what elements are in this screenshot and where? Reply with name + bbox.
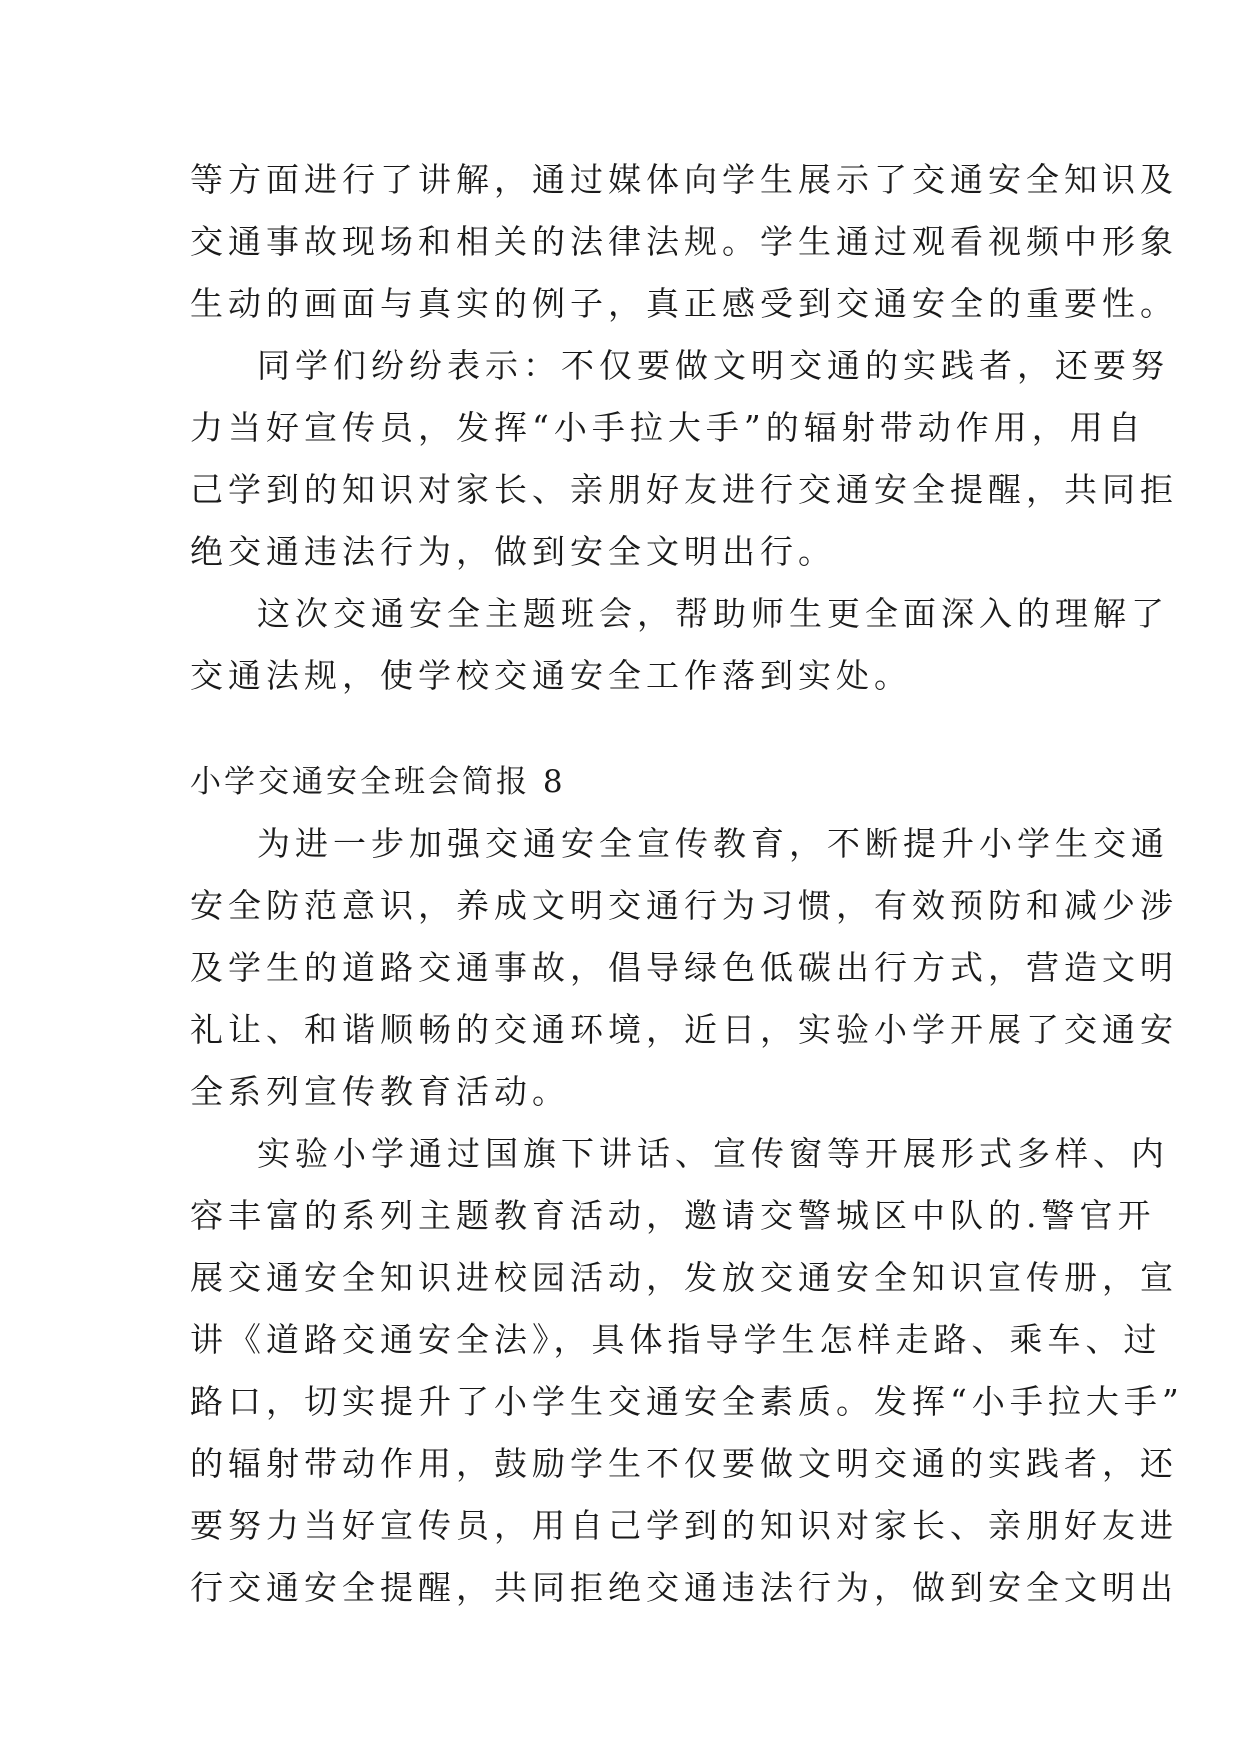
paragraph-line: 讲《道路交通安全法》，具体指导学生怎样走路、乘车、过 <box>190 1320 1162 1359</box>
paragraph-line: 己学到的知识对家长、亲朋好友进行交通安全提醒，共同拒 <box>190 470 1178 509</box>
paragraph-line: 交通法规，使学校交通安全工作落到实处。 <box>190 656 912 695</box>
paragraph-line: 行交通安全提醒，共同拒绝交通违法行为，做到安全文明出 <box>190 1568 1178 1607</box>
paragraph-line: 的辐射带动作用，鼓励学生不仅要做文明交通的实践者，还 <box>190 1444 1178 1483</box>
paragraph-line: 为进一步加强交通安全宣传教育，不断提升小学生交通 <box>257 824 1169 863</box>
paragraph-line: 同学们纷纷表示：不仅要做文明交通的实践者，还要努 <box>257 346 1169 385</box>
paragraph-line: 生动的画面与真实的例子，真正感受到交通安全的重要性。 <box>190 284 1178 323</box>
paragraph-line: 及学生的道路交通事故，倡导绿色低碳出行方式，营造文明 <box>190 948 1178 987</box>
paragraph-line: 绝交通违法行为，做到安全文明出行。 <box>190 532 836 571</box>
paragraph-line: 等方面进行了讲解，通过媒体向学生展示了交通安全知识及 <box>190 160 1178 199</box>
paragraph-line: 礼让、和谐顺畅的交通环境，近日，实验小学开展了交通安 <box>190 1010 1178 1049</box>
paragraph-line: 交通事故现场和相关的法律法规。学生通过观看视频中形象 <box>190 222 1178 261</box>
paragraph-line: 力当好宣传员，发挥“小手拉大手”的辐射带动作用，用自 <box>190 408 1146 447</box>
paragraph-line: 展交通安全知识进校园活动，发放交通安全知识宣传册，宣 <box>190 1258 1178 1297</box>
paragraph-line: 安全防范意识，养成文明交通行为习惯，有效预防和减少涉 <box>190 886 1178 925</box>
section-title: 小学交通安全班会简报 8 <box>190 764 566 800</box>
paragraph-line: 要努力当好宣传员，用自己学到的知识对家长、亲朋好友进 <box>190 1506 1178 1545</box>
paragraph-line: 路口，切实提升了小学生交通安全素质。发挥“小手拉大手” <box>190 1382 1184 1421</box>
paragraph-line: 这次交通安全主题班会，帮助师生更全面深入的理解了 <box>257 594 1169 633</box>
paragraph-line: 容丰富的系列主题教育活动，邀请交警城区中队的.警官开 <box>190 1196 1156 1235</box>
paragraph-line: 实验小学通过国旗下讲话、宣传窗等开展形式多样、内 <box>257 1134 1169 1173</box>
paragraph-line: 全系列宣传教育活动。 <box>190 1072 570 1111</box>
